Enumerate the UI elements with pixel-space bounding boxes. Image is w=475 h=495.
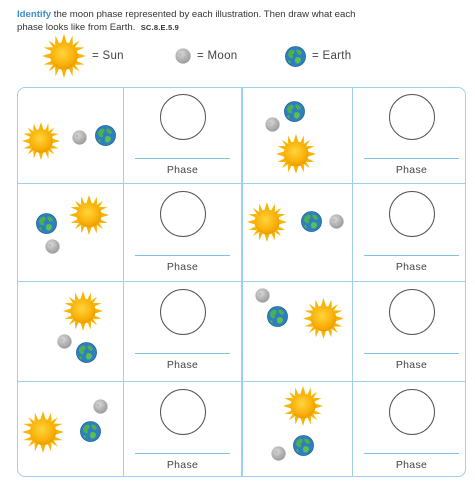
phase-label: Phase (166, 261, 199, 273)
answer-cell-4[interactable] (354, 185, 469, 282)
answer-line[interactable] (364, 453, 459, 454)
phase-label: Phase (166, 459, 199, 471)
legend-moon-label: = Moon (197, 50, 238, 62)
drawing-circle[interactable] (160, 94, 206, 140)
drawing-circle[interactable] (389, 191, 435, 237)
earth-icon (80, 421, 101, 442)
sun-icon (22, 411, 64, 453)
sun-icon (42, 34, 86, 78)
earth-icon (36, 213, 57, 234)
moon-icon (175, 48, 191, 64)
legend-moon (175, 34, 237, 78)
answer-cell-1[interactable] (125, 88, 240, 185)
earth-icon (293, 435, 314, 456)
earth-icon (285, 46, 306, 67)
moon-icon (57, 334, 72, 349)
answer-line[interactable] (364, 353, 459, 354)
answer-cell-8[interactable] (354, 383, 469, 480)
grid-divider (352, 88, 353, 476)
moon-icon (271, 446, 286, 461)
sun-icon (276, 134, 316, 174)
phase-label: Phase (395, 359, 428, 371)
answer-cell-5[interactable] (125, 283, 240, 380)
drawing-circle[interactable] (389, 389, 435, 435)
sun-icon (22, 122, 60, 160)
sun-icon (283, 386, 323, 426)
legend-earth (285, 34, 352, 78)
moon-icon (45, 239, 60, 254)
grid-divider (123, 88, 124, 476)
grid-divider (241, 88, 243, 476)
legend-sun (42, 34, 124, 78)
phase-label: Phase (395, 459, 428, 471)
earth-icon (95, 125, 116, 146)
answer-line[interactable] (135, 255, 230, 256)
phase-label: Phase (395, 164, 428, 176)
answer-line[interactable] (135, 453, 230, 454)
drawing-circle[interactable] (160, 389, 206, 435)
instructions-keyword: Identify (17, 9, 52, 20)
earth-icon (301, 211, 322, 232)
moon-phase-grid (17, 87, 466, 477)
answer-line[interactable] (364, 255, 459, 256)
answer-cell-3[interactable] (125, 185, 240, 282)
phase-label: Phase (166, 164, 199, 176)
phase-label: Phase (166, 359, 199, 371)
moon-icon (329, 214, 344, 229)
answer-cell-2[interactable] (354, 88, 469, 185)
grid-divider (18, 381, 465, 382)
legend (0, 34, 475, 78)
answer-line[interactable] (364, 158, 459, 159)
answer-cell-6[interactable] (354, 283, 469, 380)
earth-icon (267, 306, 288, 327)
drawing-circle[interactable] (160, 191, 206, 237)
instructions-line2: phase looks like from Earth. (17, 22, 136, 33)
drawing-circle[interactable] (389, 289, 435, 335)
instructions-line1: the moon phase represented by each illustration. Then draw what each (51, 9, 356, 20)
legend-sun-label: = Sun (92, 50, 124, 62)
moon-icon (265, 117, 280, 132)
standard-code: SC.8.E.5.9 (140, 23, 180, 32)
drawing-circle[interactable] (389, 94, 435, 140)
moon-icon (93, 399, 108, 414)
answer-line[interactable] (135, 158, 230, 159)
earth-icon (284, 101, 305, 122)
moon-icon (72, 130, 87, 145)
sun-icon (69, 195, 109, 235)
answer-line[interactable] (135, 353, 230, 354)
sun-icon (63, 291, 103, 331)
instructions (17, 8, 457, 34)
sun-icon (303, 298, 344, 339)
phase-label: Phase (395, 261, 428, 273)
earth-icon (76, 342, 97, 363)
legend-earth-label: = Earth (312, 50, 352, 62)
answer-cell-7[interactable] (125, 383, 240, 480)
sun-icon (247, 202, 287, 242)
drawing-circle[interactable] (160, 289, 206, 335)
moon-icon (255, 288, 270, 303)
